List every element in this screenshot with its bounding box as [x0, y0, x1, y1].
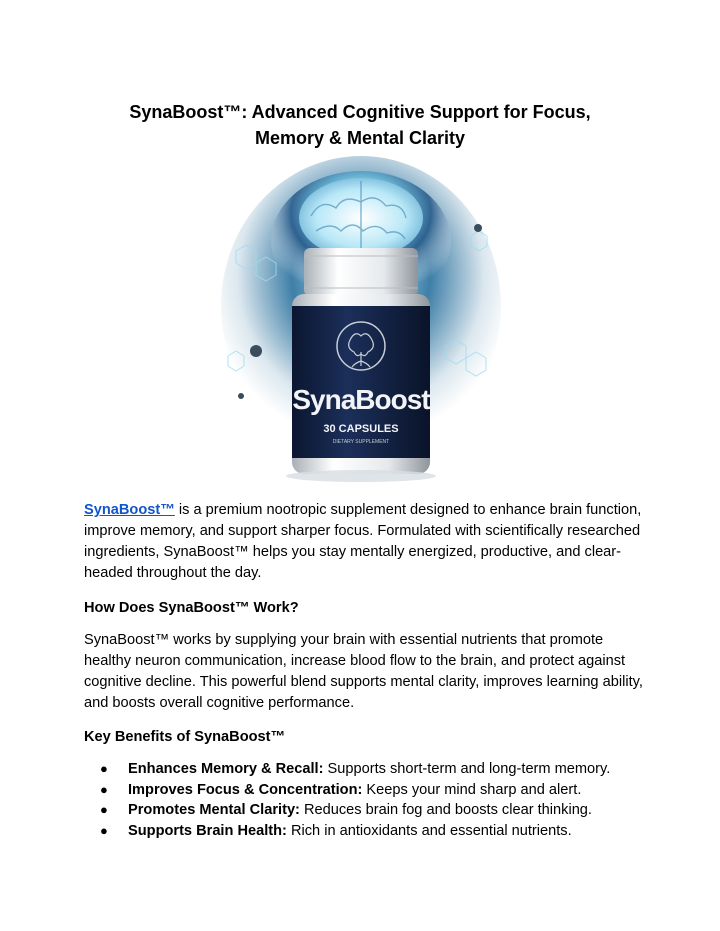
bullet-icon: ●	[100, 761, 108, 776]
bullet-icon: ●	[100, 822, 108, 838]
bottle-brand-text: SynaBoost	[292, 384, 430, 415]
list-item	[100, 821, 660, 842]
how-it-works-paragraph: SynaBoost™ works by supplying your brain with essential nutrients that promote healthy neuron communication, increase blood flow to the brain, and protect against cognitive decline. This powerful blend supports mental clarity, improves learning ability, and boosts overall cognitive performance.	[84, 632, 643, 711]
page-title	[60, 99, 660, 151]
benefit-label: Enhances Memory & Recall:	[128, 761, 324, 777]
how-it-works-heading: How Does SynaBoost™ Work?	[84, 600, 299, 616]
bullet-icon: ●	[100, 802, 108, 817]
key-benefits-heading: Key Benefits of SynaBoost™	[84, 729, 286, 745]
benefit-label: Supports Brain Health:	[128, 822, 287, 839]
bottle-capsules-text: 30 CAPSULES	[323, 423, 399, 435]
benefit-text: Supports short-term and long-term memory.	[323, 761, 611, 777]
bullet-icon: ●	[100, 781, 108, 797]
bottle-subtitle-text: DIETARY SUPPLEMENT	[332, 439, 390, 445]
benefit-text: Reduces brain fog and boosts clear thinking.	[299, 802, 592, 818]
list-item	[100, 800, 660, 821]
benefit-text: Rich in antioxidants and essential nutrients.	[286, 822, 572, 839]
list-item	[100, 780, 660, 801]
intro-paragraph	[84, 500, 644, 584]
synaboost-link[interactable]: SynaBoost™	[84, 502, 175, 518]
title-line-1: SynaBoost™: Advanced Cognitive Support for Focus,	[129, 102, 591, 122]
intro-text: is a premium nootropic supplement designed to enhance brain function, improve memory, and support sharper focus. Formulated with scientifically researched ingredients, SynaBoost™ helps you stay mentally energized, productive, and clear-headed throughout the day.	[84, 502, 642, 581]
product-bottle-image	[216, 156, 506, 486]
benefit-label: Improves Focus & Concentration:	[128, 781, 363, 798]
benefit-label: Promotes Mental Clarity:	[128, 802, 300, 818]
title-line-2: Memory & Mental Clarity	[254, 128, 466, 148]
benefit-text: Keeps your mind sharp and alert.	[362, 781, 582, 798]
benefits-list	[100, 759, 660, 841]
list-item	[100, 759, 660, 780]
